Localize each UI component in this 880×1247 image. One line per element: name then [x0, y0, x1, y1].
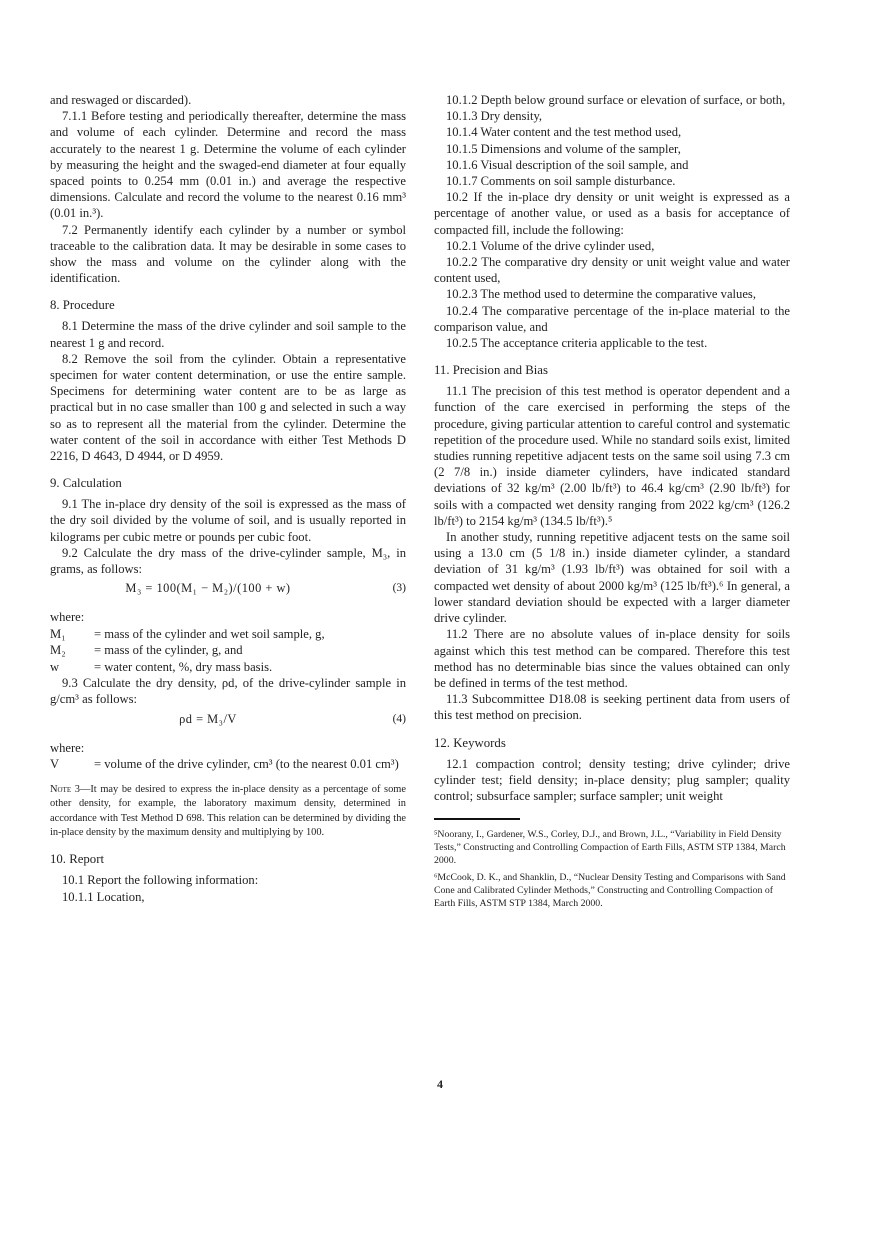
paragraph-10-1-4: 10.1.4 Water content and the test method used, [446, 125, 682, 140]
section-heading-precision-bias: 11. Precision and Bias [434, 363, 548, 378]
paragraph-7-2: 7.2 Permanently identify each cylinder by a number or symbol traceable to the calibration data. It may be desirable in some cases to show the mass and volume on the cylinder along with the identification. [50, 222, 406, 286]
section-heading-keywords: 12. Keywords [434, 735, 506, 750]
footnote-divider [434, 818, 520, 820]
where-row [50, 642, 406, 659]
paragraph-10-1-3: 10.1.3 Dry density, [446, 109, 543, 124]
paragraph-10-2-1: 10.2.1 Volume of the drive cylinder used, [446, 238, 655, 253]
where-symbol: w [50, 659, 60, 674]
section-heading-calculation: 9. Calculation [50, 476, 122, 491]
where-definition: = mass of the cylinder and wet soil sample, g, [94, 626, 325, 641]
paragraph-10-2-2: 10.2.2 The comparative dry density or unit weight value and water content used, [434, 255, 790, 286]
paragraph-intro: and reswaged or discarded). [50, 93, 192, 107]
paragraph-9-3: 9.3 Calculate the dry density, ρd, of the drive-cylinder sample in g/cm³ as follows: [50, 676, 406, 707]
where-row [50, 626, 406, 643]
paragraph-9-2: 9.2 Calculate the dry mass of the drive-cylinder sample, M₃, in grams, as follows: [50, 545, 406, 577]
paragraph-12-1: 12.1 compaction control; density testing; drive cylinder; drive cylinder test; field density; in-place density; plug sampler; quality control; subsurface sampler; surface sampler; unit weight [434, 756, 790, 803]
where-row [50, 756, 406, 773]
right-column [434, 92, 790, 914]
where-symbol: M₂ [50, 643, 66, 658]
paragraph-11-2: 11.2 There are no absolute values of in-place density for soils against which this test method can be compared. Therefore this test method has no determinable bias since the values obtained can only be defined in terms of the test method. [434, 627, 790, 690]
paragraph-10-1-2: 10.1.2 Depth below ground surface or elevation of surface, or both, [446, 93, 786, 107]
paragraph-10-1-6: 10.1.6 Visual description of the soil sample, and [446, 157, 689, 172]
where-definition: = volume of the drive cylinder, cm³ (to the nearest 0.01 cm³) [94, 757, 399, 772]
paragraph-10-2: 10.2 If the in-place dry density or unit weight is expressed as a percentage of another value, or used as a basis for acceptance of compacted fill, include the following: [434, 190, 790, 237]
note-3 [50, 783, 406, 841]
where-definition: = mass of the cylinder, g, and [94, 643, 243, 658]
note-label: Note 3 [50, 783, 80, 795]
page-number: 4 [437, 1077, 443, 1091]
equation-3-text: M₃ = 100(M₁ − M₂)/(100 + w) [125, 581, 291, 596]
where-symbol: V [50, 757, 60, 772]
paragraph-11-3: 11.3 Subcommittee D18.08 is seeking pertinent data from users of this test method on precision. [434, 692, 790, 723]
equation-4-number: (4) [392, 712, 406, 725]
left-column [50, 92, 406, 905]
paragraph-11-1: 11.1 The precision of this test method is operator dependent and a function of the care exercised in performing the steps of the procedure, giving particular attention to careful control and systematic repetition of the procedure used. While no standard soils exist, limited studies running repetitive adjacent tests on the same soil using 7.3 cm (2 7/8 in.) inside diameter cylinders, have indicated standard deviations of 32 kg/m³ (2.00 lb/ft³) to 46.4 kg/cm³ (2.90 lb/ft³) for soils with a compacted wet density ranging from 2022 kg/cm³ (126.2 lb/ft³) to 2154 kg/m³ (134.5 lb/ft³).⁵ [434, 384, 790, 528]
equation-3-number: (3) [392, 582, 406, 595]
paragraph-10-2-3: 10.2.3 The method used to determine the comparative values, [446, 287, 756, 302]
paragraph-11-1b: In another study, running repetitive adjacent tests on the same soil using a 13.0 cm (5 1/8 in.) inside diameter cylinder, a standard deviation of 31 kg/m³ (1.93 lb/ft³) was obtained for soil with a compacted wet density of about 2000 kg/m³ (125 lb/ft³).⁶ In general, a lower standard deviation should be expected with a larger diameter drive cylinder. [434, 530, 790, 626]
where-block-1 [50, 609, 406, 675]
where-definition: = water content, %, dry mass basis. [94, 659, 273, 674]
paragraph-10-1-1: 10.1.1 Location, [62, 889, 145, 904]
paragraph-10-1-7: 10.1.7 Comments on soil sample disturbance. [446, 174, 676, 189]
where-symbol: M₁ [50, 626, 66, 641]
footnote-6: ⁶McCook, D. K., and Shanklin, D., “Nuclear Density Testing and Comparisons with Sand Cone and Calibrated Cylinder Methods,” Constructing and Controlling Compaction of Earth Fills, ASTM STP 1384, March 2000. [434, 872, 786, 910]
paragraph-10-2-4: 10.2.4 The comparative percentage of the in-place material to the comparison value, and [434, 303, 790, 334]
note-text: —It may be desired to express the in-place density as a percentage of some other density, for example, the laboratory maximum density, determined in accordance with Test Method D 698. This relation can be determined by dividing the in-place density by the maximum density and multiplying by 100. [50, 783, 406, 838]
section-heading-report: 10. Report [50, 852, 105, 867]
equation-3 [50, 579, 406, 597]
footnote-5: ⁵Noorany, I., Gardener, W.S., Corley, D.J., and Brown, J.L., “Variability in Field Density Tests,” Constructing and Controlling Compaction of Earth Fills, ASTM STP 1384, March 2000. [434, 829, 786, 867]
paragraph-9-1: 9.1 The in-place dry density of the soil is expressed as the mass of the dry soil divided by the volume of soil, and is usually reported in kilograms per cubic metre or pounds per cubic foot. [50, 497, 406, 544]
paragraph-10-1-5: 10.1.5 Dimensions and volume of the sampler, [446, 141, 681, 156]
where-label: where: [50, 740, 85, 755]
equation-4-text: ρd = M₃/V [179, 711, 237, 726]
paragraph-8-1: 8.1 Determine the mass of the drive cylinder and soil sample to the nearest 1 g and record. [50, 319, 406, 350]
section-heading-procedure: 8. Procedure [50, 298, 115, 313]
paragraph-8-2: 8.2 Remove the soil from the cylinder. Obtain a representative specimen for water content determination, or use the entire sample. Specimens for determining water content are to be as large as practical but in no case smaller than 100 g and selected in such a way so as to represent all the material from the cylinder. Determine the water content of the soil in accordance with either Test Methods D 2216, D 4643, D 4944, or D 4959. [50, 351, 406, 464]
equation-4 [50, 710, 406, 728]
where-block-2 [50, 740, 406, 773]
paragraph-10-1: 10.1 Report the following information: [62, 873, 259, 888]
where-row [50, 659, 406, 676]
where-label: where: [50, 610, 85, 625]
paragraph-10-2-5: 10.2.5 The acceptance criteria applicable to the test. [446, 336, 708, 351]
paragraph-7-1-1: 7.1.1 Before testing and periodically thereafter, determine the mass and volume of each cylinder. Determine and record the mass accurately to the nearest 1 g. Determine the volume of each cylinder by measuring the height and the swaged-end diameter at four equally spaced points to 0.254 mm (0.01 in.) and average the respective dimensions. Calculate and record the volume to the nearest 0.16 mm³ (0.01 in.³). [50, 109, 406, 221]
